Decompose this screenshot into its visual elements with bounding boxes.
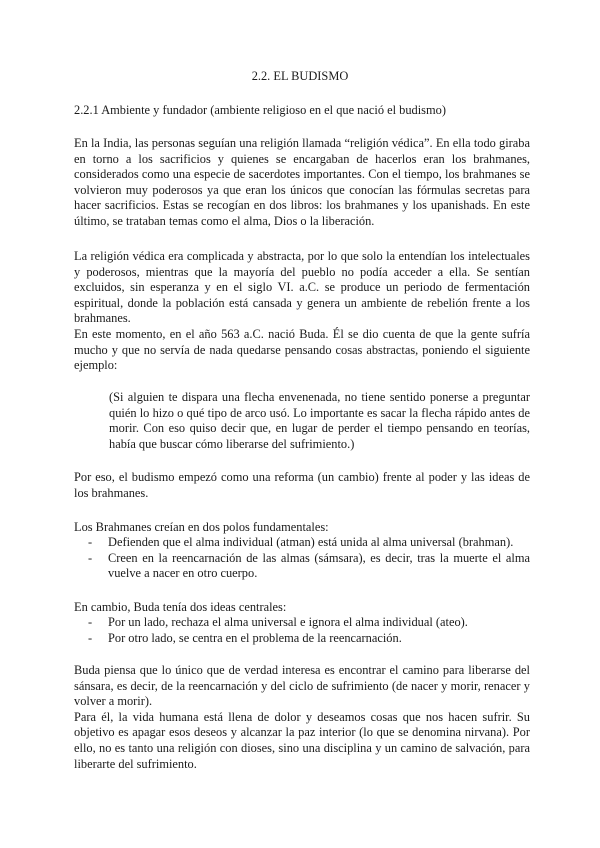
dash-bullet: -: [88, 615, 93, 629]
dash-bullet: -: [88, 535, 93, 549]
section-subheading: 2.2.1 Ambiente y fundador (ambiente religioso en el que nació el budismo): [74, 103, 446, 117]
paragraph-reform: Por eso, el budismo empezó como una reforma (un cambio) frente al poder y las ideas de los brahmanes.: [74, 470, 530, 500]
dash-bullet: -: [88, 550, 93, 565]
arrow-parable-quote: (Si alguien te dispara una flecha envenenada, no tiene sentido ponerse a preguntar quién lo hizo o qué tipo de arco usó. Lo importante es sacar la flecha rápido antes de morir. Con eso quiso decir que, en lugar de perder el tiempo pensando en teorías, había que buscar cómo liberarse del sufrimiento.): [109, 390, 530, 451]
dash-bullet: -: [88, 630, 93, 645]
page-title: 2.2. EL BUDISMO: [251, 69, 349, 83]
buddha-ideas-intro: En cambio, Buda tenía dos ideas centrales:: [74, 600, 287, 614]
paragraph-nirvana: Para él, la vida humana está llena de dolor y deseamos cosas que nos hacen sufrir. Su objetivo es apagar esos deseos y alcanzar la paz interior (lo que se denomina nirvana). Por ello, no es tanto una religión con dioses, sino una disciplina y un camino de salvación, para liberarte del sufrimiento.: [74, 709, 530, 771]
brahmans-beliefs-list: [74, 535, 530, 582]
buddha-ideas-list: [74, 615, 530, 646]
brahmans-list-intro: Los Brahmanes creían en dos polos fundamentales:: [74, 520, 329, 534]
paragraph-vedic-complexity: La religión védica era complicada y abstracta, por lo que solo la entendían los intelectuales y poderosos, mientras que la mayoría del pueblo no podía acceder a ella. Se sentían excluidos, sin esperanza y en el siglo VI. a.C. se produce un periodo de fermentación espiritual, donde la población está cansada y genera un ambiente de rebelión frente a los brahmanes.: [74, 249, 530, 326]
list-item: - Defienden que el alma individual (atman) está unida al alma universal (brahman).: [88, 535, 514, 549]
list-item: - Por un lado, rechaza el alma universal e ignora el alma individual (ateo).: [88, 615, 468, 629]
paragraph-buddha-birth: En este momento, en el año 563 a.C. nació Buda. Él se dio cuenta de que la gente sufría mucho y que no servía de nada quedarse pensando cosas abstractas, poniendo el siguiente ejemplo:: [74, 327, 530, 373]
paragraph-liberation: Buda piensa que lo único que de verdad interesa es encontrar el camino para liberarse del sánsara, es decir, de la reencarnación y del ciclo de sufrimiento (de nacer y morir, renacer y volver a morir).: [74, 663, 530, 709]
list-item: - Creen en la reencarnación de las almas (sámsara), es decir, tras la muerte el alma vuelve a nacer en otro cuerpo.: [88, 550, 530, 581]
list-item: - Por otro lado, se centra en el problema de la reencarnación.: [88, 630, 402, 645]
closing-block: [74, 663, 530, 772]
paragraph-vedic-religion: En la India, las personas seguían una religión llamada “religión védica”. En ella todo giraba en torno a los sacrificios y quienes se encargaban de hacerlos eran los brahmanes, considerados como una especie de sacerdotes importantes. Con el tiempo, los brahmanes se volvieron muy poderosos ya que eran los únicos que conocían las fórmulas secretas para hacer sacrificios. Estas se recogían en dos libros: los brahmanes y los upanishads. En este último, se trataban temas como el alma, Dios o la liberación.: [74, 136, 530, 228]
